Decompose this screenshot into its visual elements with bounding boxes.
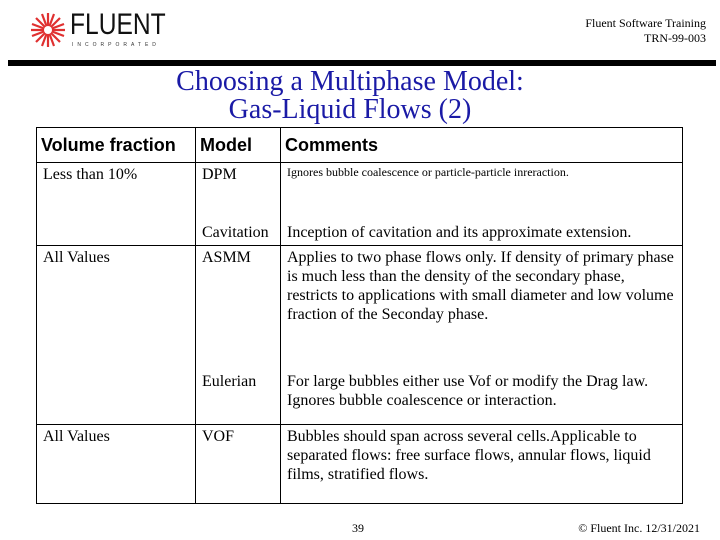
- table-row: [37, 370, 683, 425]
- cell-fraction: All Values: [37, 425, 196, 504]
- brand-subtitle: INCORPORATED: [72, 42, 160, 48]
- brand-name: FLUENT: [70, 8, 166, 41]
- table-row: [37, 163, 683, 221]
- header-info: [585, 16, 706, 46]
- cell-fraction: Less than 10%: [37, 163, 196, 221]
- header-comments: Comments: [281, 128, 683, 163]
- page-number: 39: [352, 521, 364, 535]
- cell-model: DPM: [196, 163, 281, 221]
- cell-fraction: All Values: [37, 246, 196, 370]
- cell-comment: For large bubbles either use Vof or modify the Drag law. Ignores bubble coalescence or interaction.: [281, 370, 683, 425]
- cell-fraction: [37, 370, 196, 425]
- title-line-2: Gas-Liquid Flows (2): [228, 94, 472, 125]
- table-header-row: [37, 128, 683, 163]
- fluent-logo-icon: [30, 12, 66, 48]
- table-row: [37, 425, 683, 504]
- cell-comment: Ignores bubble coalescence or particle-particle inreraction.: [281, 163, 683, 221]
- copyright: © Fluent Inc. 12/31/2021: [578, 521, 700, 535]
- cell-comment: Bubbles should span across several cells.Applicable to separated flows: free surface flows, annular flows, liquid films, stratified flows.: [281, 425, 683, 504]
- course-code: TRN-99-003: [644, 31, 706, 45]
- table-row: [37, 246, 683, 370]
- table-row: [37, 221, 683, 246]
- cell-fraction: [37, 221, 196, 246]
- cell-model: VOF: [196, 425, 281, 504]
- cell-model: ASMM: [196, 246, 281, 370]
- course-name: Fluent Software Training: [585, 16, 706, 30]
- model-table: [36, 127, 683, 504]
- cell-comment: Inception of cavitation and its approximate extension.: [281, 221, 683, 246]
- cell-comment: Applies to two phase flows only. If density of primary phase is much less than the density of the secondary phase, restricts to applications with small diameter and low volume fraction of the Seconday phase.: [281, 246, 683, 370]
- cell-model: Cavitation: [196, 221, 281, 246]
- cell-model: Eulerian: [196, 370, 281, 425]
- header-model: Model: [196, 128, 281, 163]
- header-volume-fraction: Volume fraction: [37, 128, 196, 163]
- title-line-1: Choosing a Multiphase Model:: [176, 66, 524, 97]
